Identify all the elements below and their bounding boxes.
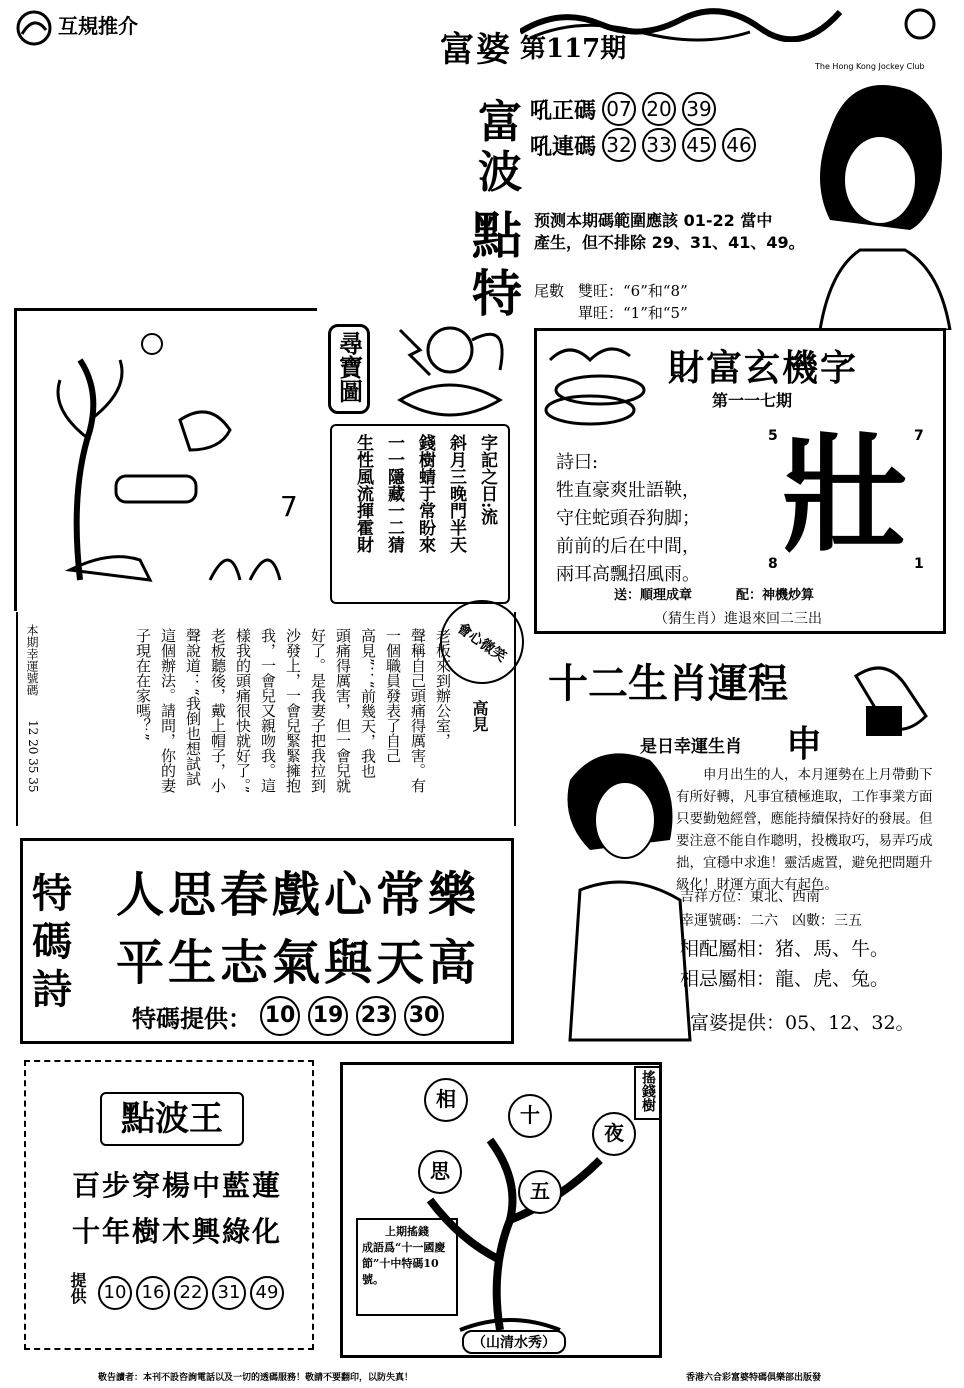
side-char-4: 特 [472,264,522,323]
dianbo-line-2: 十年樹木興綠化 [72,1215,283,1248]
main-code-ball: 07 [602,92,636,126]
joke-col: 高見”：“前幾天，我也 [359,628,377,779]
dianbo-line-1: 百步穿楊中藍蓮 [72,1169,283,1202]
woman-portrait-illustration [790,70,960,330]
main-code-ball: 39 [682,92,716,126]
special-side-char: 碼 [32,918,72,965]
side-char-3: 點 [472,206,522,265]
side-char-2: 波 [478,147,522,198]
special-offer-row [132,996,444,1036]
main-code-ball: 20 [642,92,676,126]
zodiac-lucky-label: 是日幸運生肖 [640,737,742,757]
joke-badge-text: 會心微笑 [453,620,509,666]
lian-code-ball: 32 [602,128,636,162]
fortune-poem-line: 守住蛇頭吞狗脚； [556,508,700,529]
corner-text: 互規推介 [58,14,138,38]
fortune-poem-line: 兩耳高飄招風雨。 [556,564,700,585]
money-tree-label-frame [634,1066,662,1120]
fortune-issue: 第一一七期 [712,391,793,410]
dianbo-label-text: 提供 [68,1272,87,1304]
fortune-poem-line: 前前的后在中間， [556,536,700,557]
treasure-number: 7 [280,490,298,523]
coin-circle [424,1078,468,1122]
joke-title-text: 高見 [470,700,489,732]
scroll-col: 一一隱藏一二猜 [384,434,404,553]
predict-line-2: 產生，但不排除 29、31、41、49。 [534,233,805,252]
special-ball: 30 [404,996,444,1036]
fortune-title: 財富玄機字 [668,347,859,389]
special-poem-line-2: 平生志氣與天高 [116,935,481,991]
fortune-credit-send: 送：順理成章 [614,588,693,603]
special-poem-line-1: 人思春戲心常樂 [116,867,481,923]
last-issue-box [356,1218,458,1316]
last-issue-text: 成語爲“十一國慶節”十中特碼10號。 [362,1241,446,1286]
special-offer-label: 特碼提供： [132,1004,252,1033]
lian-code-row [530,128,756,162]
zodiac-lucky-sign: 申 [786,723,823,765]
fortune-credit-pair: 配：神機炒算 [736,588,815,603]
corner-logo [14,8,54,48]
header-issue: 第117期 [520,34,627,64]
lian-code-ball: 33 [642,128,676,162]
hand-illustration [846,656,946,746]
zodiac-lucky-nums: 幸運號碼：二六 凶數：三五 [680,913,862,929]
fortune-corner: 8 [768,556,778,572]
lucky-side-nums [26,720,40,796]
fortune-poem-line: 牲直豪爽壯語鞅， [556,480,700,501]
scroll-col: 錢樹蜻于常盼來 [415,434,435,553]
special-ball: 10 [260,996,300,1036]
last-issue-title: 上期搖錢 [385,1225,429,1238]
scroll-title: 字記之日:流 [477,434,497,526]
dianbo-nums-row [98,1276,284,1310]
joke-col: 樣我的頭痛很快就好了。” [234,628,252,794]
fortune-big-char: 壯 [780,418,911,571]
coin-circle [508,1094,552,1138]
fortune-poem-label: 詩曰: [556,452,599,473]
coins-illustration [540,340,650,440]
tail-single: 單旺：“1”和“5” [578,304,688,322]
coin-char: 五 [530,1179,550,1203]
footer-left: 敬告讀者：本刊不設咨詢電話以及一切的透碼服務！敬請不要翻印，以防失真！ [98,1373,414,1383]
joke-col: 子現在在家嗎？” [134,628,152,741]
dianbo-ball: 22 [174,1276,208,1310]
cupid-illustration [380,300,520,430]
zodiac-title: 十二生肖運程 [548,660,788,707]
joke-col: 我，一會兒又親吻我。這 [259,628,277,793]
zodiac-text: 申月出生的人，本月運勢在上月帶動下有所好轉，凡事宜積極進取，工作事業方面只要勤勉經營，應能持續保持好的發展。但要注意不能自作聰明，投機取巧，易弄巧成拙，宜穩中求進！靈活處置，避免把問題升級化！財運方面大有起色。 [676,767,933,893]
money-tree-caption: （山清水秀） [462,1330,566,1354]
zodiac-match: 相配屬相：猪、馬、牛。 [680,938,890,960]
dianbo-ball: 31 [212,1276,246,1310]
coin-char: 相 [436,1087,456,1111]
fortune-corner: 5 [768,428,778,444]
treasure-label-text: 尋寶圖 [334,331,364,403]
joke-col: 這個辦法。請問，你的妻 [159,628,177,793]
main-code-label: 吼正碼 [530,97,597,124]
joke-col: 老板來到辦公室， [434,628,452,748]
footer-right: 香港六合彩富婆特碼俱樂部出版發 [686,1373,822,1383]
dianbo-ball: 10 [98,1276,132,1310]
fortune-corner: 1 [914,556,924,572]
dianbo-ball: 16 [136,1276,170,1310]
header-club: The Hong Kong Jockey Club [815,62,925,71]
special-side-char: 特 [32,870,72,917]
joke-body [132,628,454,824]
zodiac-direction: 吉祥方位：東北、西南 [680,889,820,905]
lucky-side-text: 本期幸運號碼 [25,624,39,696]
zodiac-avoid: 相忌屬相：龍、虎、兔。 [680,968,890,990]
joke-col: 沙發上，一會兒緊緊擁抱 [284,628,302,793]
dianbo-title-frame [100,1092,244,1146]
tail-double: 雙旺：“6”和“8” [578,282,688,300]
joke-col: 老板聽後，戴上帽子，小 [209,628,227,793]
coin-char: 思 [430,1159,450,1183]
lucky-side-nums-text: 12 20 35 35 [26,720,40,793]
treasure-scroll [330,424,510,604]
dianbo-title: 點波王 [121,1099,223,1139]
joke-col: 一個職員發表了自己 [384,628,402,763]
predict-line-1: 预测本期碼範圍應該 01-22 當中 [534,211,773,230]
lian-code-ball: 46 [722,128,756,162]
money-tree-label: 搖錢樹 [640,1070,656,1112]
lian-code-ball: 45 [682,128,716,162]
joke-col: 頭痛得厲害，但一會兒就 [334,628,352,793]
joke-col: 聲稱自己頭痛得厲害。有 [409,628,427,793]
special-ball: 23 [356,996,396,1036]
special-ball: 19 [308,996,348,1036]
coin-char: 夜 [604,1121,624,1145]
tail-label: 尾數 [534,282,565,300]
coin-circle [592,1112,636,1156]
lucky-side-label [24,624,41,699]
joke-col: 聲說道：“我倒也想試試 [184,628,202,786]
zodiac-offer: 富婆提供：05、12、32。 [690,1012,915,1034]
fortune-note: （猜生肖）進退來回二三出 [654,611,822,627]
dianbo-ball: 49 [250,1276,284,1310]
header-title: 富婆 [440,30,512,70]
main-code-row [530,92,716,126]
joke-col: 好了。是我妻子把我拉到 [309,628,327,793]
side-char-1: 富 [478,97,522,148]
special-side-char: 詩 [32,966,72,1013]
tree-and-animals-illustration [30,330,310,600]
coin-circle [418,1150,462,1194]
scroll-col: 生性風流揮霍財 [353,434,373,553]
fortune-corner: 7 [914,428,924,444]
dianbo-label [66,1272,89,1308]
lian-code-label: 吼連碼 [530,133,597,160]
coin-circle [518,1170,562,1214]
coin-char: 十 [520,1103,540,1127]
joke-title [468,700,491,736]
treasure-label [328,324,370,414]
scroll-col: 斜月三晚門半天 [446,434,466,553]
